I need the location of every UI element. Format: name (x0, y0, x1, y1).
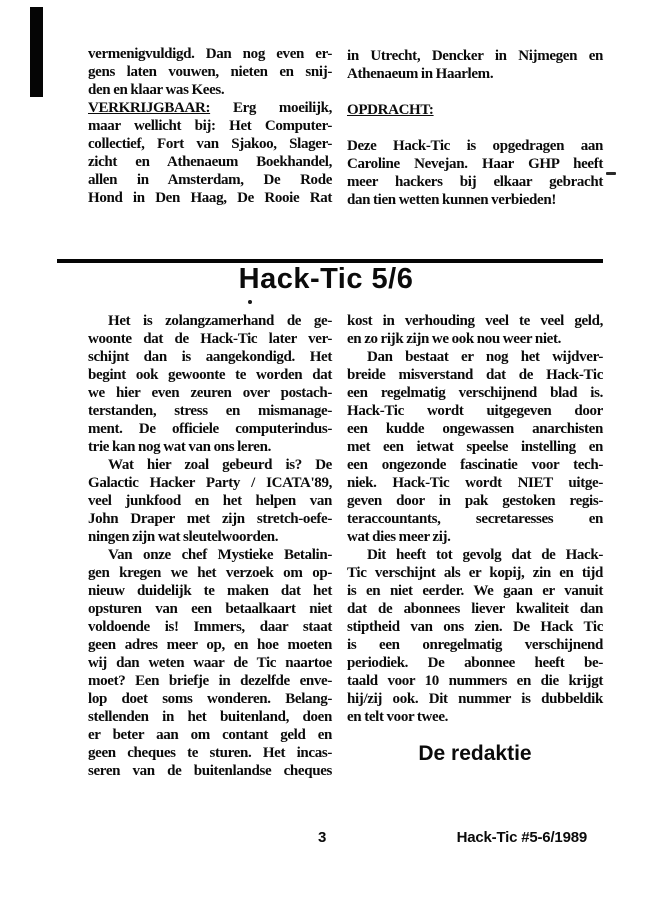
text-line: begint ook gewoonte te worden dat (88, 367, 332, 383)
text-line: Hond in Den Haag, De Rooie Rat (88, 190, 332, 206)
text-line: Athenaeum in Haarlem. (347, 66, 494, 82)
text-line: en telt voor twee. (347, 709, 449, 725)
paragraph-gap (347, 119, 603, 137)
body-right-column (347, 312, 603, 726)
text-line: woonte dat de Hack-Tic later ver- (88, 331, 332, 347)
text-line: teraccountants, secretaresses en (347, 511, 603, 527)
text-line: breide misverstand dat de Hack-Tic (347, 367, 603, 383)
text-line: wat dies meer zij. (347, 529, 451, 545)
text-line: kost in verhouding veel te veel geld, (347, 313, 603, 329)
text-line: terstanden, stress en mismanage- (88, 403, 332, 419)
margin-dash-artifact (606, 172, 616, 175)
text-line: een ongezonde fascinatie voor tech- (347, 457, 603, 473)
text-line: we hier even zeuren over postach- (88, 385, 332, 401)
text-line: stellenden in het buitenland, doen (88, 709, 332, 725)
text-line: Dit heeft tot gevolg dat de Hack- (367, 547, 603, 563)
issue-label: Hack-Tic #5-6/1989 (456, 829, 587, 846)
text-line: gens laten vouwen, nieten en snij- (88, 64, 332, 80)
text-line: Wat hier zoal gebeurd is? De (108, 457, 332, 473)
text-line: voldoende is! Immers, daar staat (88, 619, 332, 635)
text-line: opsturen van een betaalkaart niet (88, 601, 332, 617)
text-line: met een ietwat speelse instelling en (347, 439, 603, 455)
text-line: geen cheques te sturen. Het incas- (88, 745, 332, 761)
text-line: in Utrecht, Dencker in Nijmegen en (347, 48, 603, 64)
underlined-label: OPDRACHT: (347, 102, 434, 118)
text-line: stiptheid van ons zien. De Hack Tic (347, 619, 603, 635)
text-line: Van onze chef Mystieke Betalin- (108, 547, 332, 563)
scan-artifact-bar (30, 7, 43, 97)
underlined-label: VERKRIJGBAAR: (88, 100, 211, 116)
ink-dot-artifact (248, 300, 252, 304)
text-line: wij dan weten waar de Tic naartoe (88, 655, 332, 671)
text-line: is een onregelmatig verschijnend (347, 637, 603, 653)
text-line: gen kregen we het verzoek om op- (88, 565, 332, 581)
text-line: Deze Hack-Tic is opgedragen aan (347, 138, 603, 154)
text-line: zicht en Athenaeum Boekhandel, (88, 154, 332, 170)
text-line: trie kan nog wat van ons leren. (88, 439, 271, 455)
text-line: dan tien wetten kunnen verbieden! (347, 192, 556, 208)
text-line: maar wellicht bij: Het Computer- (88, 118, 332, 134)
text-line: niek. Hack-Tic wordt NIET uitge- (347, 475, 603, 491)
text-line: er beter aan om contant geld en (88, 727, 332, 743)
text-line: lop doet soms wonderen. Belang- (88, 691, 332, 707)
text-line: allen in Amsterdam, De Rode (88, 172, 332, 188)
top-left-column (88, 45, 332, 207)
text-line: vermenigvuldigd. Dan nog even er- (88, 46, 332, 62)
text-line: Dan bestaat er nog het wijdver- (367, 349, 603, 365)
text-line: schijnt dan is aangekondigd. Het (88, 349, 332, 365)
text-line: Tic verschijnt als er kopij, zin en tijd (347, 565, 603, 581)
text-line: geven door in pak gestoken regis- (347, 493, 603, 509)
text-line: Galactic Hacker Party / ICATA'89, (88, 475, 332, 491)
text-line: dat de abonnees liever kwaliteit dan (347, 601, 603, 617)
inline-heading (347, 101, 603, 119)
text-line: is en niet eerder. We gaan er vanuit (347, 583, 603, 599)
text-line: Het is zolangzamerhand de ge- (108, 313, 332, 329)
text-line: een kudde ongewassen anarchisten (347, 421, 603, 437)
text-line: den en klaar was Kees. (88, 82, 225, 98)
text-line: VERKRIJGBAAR: Erg moeilijk, (88, 100, 332, 116)
text-line: en zo rijk zijn we ook nou weer niet. (347, 331, 561, 347)
page-number: 3 (318, 829, 327, 846)
body-left-column (88, 312, 332, 780)
paragraph-gap (347, 83, 603, 101)
signature: De redaktie (418, 742, 532, 765)
text-line: geen adres meer op, en hoe moeten (88, 637, 332, 653)
text-line: meer hackers bij elkaar gebracht (347, 174, 603, 190)
article-title: Hack-Tic 5/6 (238, 263, 414, 295)
text-line: seren van de buitenlandse cheques (88, 763, 332, 779)
text-line: collectief, Fort van Sjakoo, Slager- (88, 136, 332, 152)
text-line: veel junkfood en het helpen van (88, 493, 332, 509)
text-line: ment. De officiele computerindus- (88, 421, 332, 437)
text-line: John Draper met zijn stretch-oefe- (88, 511, 332, 527)
top-right-column (347, 47, 603, 209)
text-line: Hack-Tic wordt uitgegeven door (347, 403, 603, 419)
text-line: hij/zij ook. Dit nummer is dubbeldik (347, 691, 603, 707)
text-line: moet? Een briefje in dezelfde enve- (88, 673, 332, 689)
text-line: Caroline Nevejan. Haar GHP heeft (347, 156, 603, 172)
text-line: periodiek. De abonnee heeft be- (347, 655, 603, 671)
text-line: een regelmatig verschijnend blad is. (347, 385, 603, 401)
text-line: ningen zijn wat sleutelwoorden. (88, 529, 279, 545)
text-line: taald voor 10 nummers en die krijgt (347, 673, 603, 689)
text-line: nieuw duidelijk te maken dat het (88, 583, 332, 599)
